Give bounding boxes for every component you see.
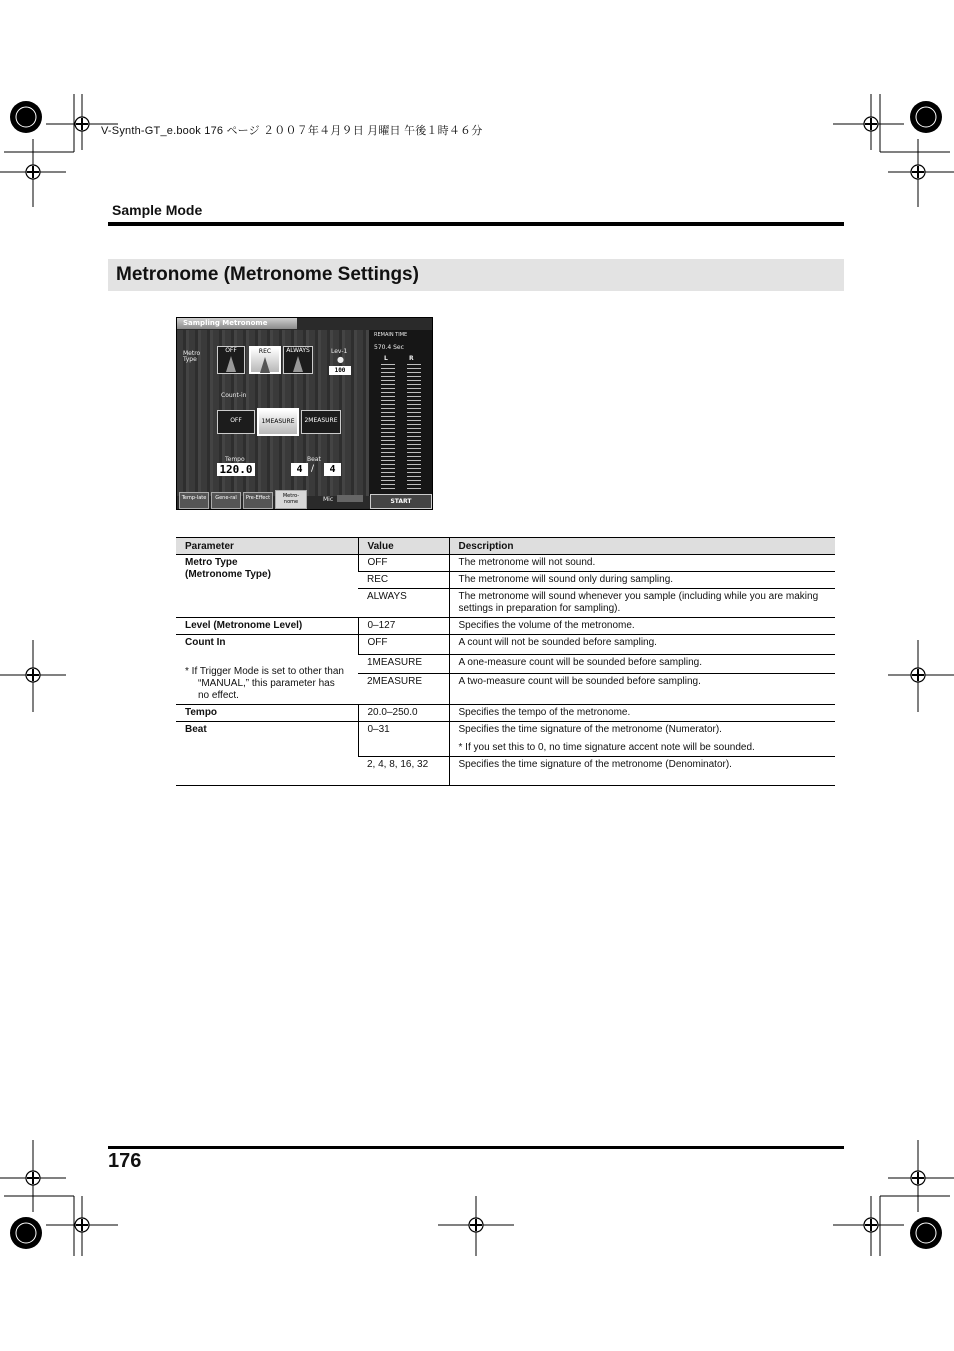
slash-icon: / xyxy=(311,464,315,474)
value-cell: REC xyxy=(358,572,449,589)
param-beat: Beat xyxy=(176,722,358,786)
param-name-full: (Metronome Type) xyxy=(185,569,271,580)
desc-cell: The metronome will sound only during sampling. xyxy=(449,572,835,589)
header-description: Description xyxy=(449,538,835,555)
desc-cell: The metronome will sound whenever you sample (including while you are making settings in preparation for sampling). xyxy=(449,589,835,618)
metro-type-label: Metro Type xyxy=(183,350,201,363)
file-header: V-Synth-GT_e.book 176 ページ ２００７年４月９日 月曜日 午後１時４６分 xyxy=(101,125,483,137)
type-off-label: OFF xyxy=(225,347,237,354)
type-rec-label: REC xyxy=(258,348,272,355)
param-count-in xyxy=(176,635,358,705)
header-rule xyxy=(108,222,844,226)
page-title: Metronome (Metronome Settings) xyxy=(116,264,419,285)
tab-general[interactable]: Gene-ral xyxy=(211,492,241,509)
type-always-button[interactable] xyxy=(283,346,313,374)
table-header-row xyxy=(176,538,835,555)
param-tempo: Tempo xyxy=(176,705,358,722)
table-row xyxy=(176,705,835,722)
remain-value: 570.4 Sec xyxy=(374,344,404,351)
header-value: Value xyxy=(358,538,449,555)
tempo-label: Tempo xyxy=(225,456,245,463)
desc-cell: A one-measure count will be sounded before sampling. xyxy=(449,654,835,674)
desc-note: * If you set this to 0, no time signature accent note will be sounded. xyxy=(458,742,755,753)
level-label: Lev-1 xyxy=(331,348,348,355)
meter-right-bar xyxy=(407,364,421,489)
desc-cell: Specifies the volume of the metronome. xyxy=(449,618,835,635)
knob-icon: ● xyxy=(337,355,344,364)
header-parameter: Parameter xyxy=(176,538,358,555)
param-name: Metro Type xyxy=(185,557,238,568)
type-off-button[interactable] xyxy=(217,346,245,374)
param-name: Count In xyxy=(185,637,226,648)
desc-cell: A two-measure count will be sounded before sampling. xyxy=(449,674,835,705)
type-rec-button[interactable] xyxy=(249,346,281,374)
metronome-icon xyxy=(260,357,270,373)
table-row xyxy=(176,555,835,572)
value-cell: OFF xyxy=(358,555,449,572)
desc-cell: Specifies the time signature of the metronome (Denominator). xyxy=(449,757,835,786)
count-in-1measure-button[interactable]: 1MEASURE xyxy=(257,408,299,436)
value-cell: 20.0–250.0 xyxy=(358,705,449,722)
value-cell: 2, 4, 8, 16, 32 xyxy=(358,757,449,786)
type-always-label: ALWAYS xyxy=(286,347,310,354)
value-cell: OFF xyxy=(358,635,449,655)
metronome-icon xyxy=(226,356,236,372)
level-value[interactable]: 100 xyxy=(329,366,351,375)
value-cell: 0–31 xyxy=(358,722,449,757)
footer-rule xyxy=(108,1146,844,1149)
tab-template[interactable]: Temp-late xyxy=(179,492,209,509)
metronome-icon xyxy=(293,356,303,372)
meter-right-label: R xyxy=(409,355,414,362)
count-in-off-button[interactable]: OFF xyxy=(217,410,255,434)
count-in-label: Count-in xyxy=(221,392,247,399)
title-band xyxy=(108,259,844,291)
section-label: Sample Mode xyxy=(112,202,203,218)
desc-cell xyxy=(449,722,835,757)
desc-cell: Specifies the tempo of the metronome. xyxy=(449,705,835,722)
param-level: Level (Metronome Level) xyxy=(176,618,358,635)
desc-text: Specifies the time signature of the metronome (Numerator). xyxy=(458,724,722,735)
value-cell: ALWAYS xyxy=(358,589,449,618)
meter-left-bar xyxy=(381,364,395,489)
tab-metronome[interactable]: Metro-nome xyxy=(275,490,307,509)
desc-cell: A count will not be sounded before sampling. xyxy=(449,635,835,655)
beat-label: Beat xyxy=(307,456,321,463)
beat-denominator[interactable]: 4 xyxy=(324,463,341,476)
device-screen xyxy=(176,317,433,510)
parameter-table xyxy=(176,537,835,786)
table-row xyxy=(176,635,835,655)
level-meter-panel xyxy=(369,330,433,496)
desc-cell: The metronome will not sound. xyxy=(449,555,835,572)
beat-numerator[interactable]: 4 xyxy=(291,463,308,476)
mic-label: Mic xyxy=(323,496,334,503)
screen-title: Sampling Metronome xyxy=(177,318,297,329)
page-number: 176 xyxy=(108,1150,142,1172)
count-in-2measure-button[interactable]: 2MEASURE xyxy=(301,410,341,434)
param-metro-type xyxy=(176,555,358,618)
table-row xyxy=(176,618,835,635)
table-row xyxy=(176,722,835,757)
meter-left-label: L xyxy=(384,355,388,362)
value-cell: 0–127 xyxy=(358,618,449,635)
value-cell: 1MEASURE xyxy=(358,654,449,674)
param-note: * If Trigger Mode is set to other than “MANUAL,” this parameter has no effect. xyxy=(185,666,344,701)
tab-pre-effect[interactable]: Pre-Effect xyxy=(243,492,273,509)
value-cell: 2MEASURE xyxy=(358,674,449,705)
mic-level-bar xyxy=(337,495,363,502)
tempo-value[interactable]: 120.0 xyxy=(217,463,255,476)
remain-label: REMAIN TIME xyxy=(374,332,408,338)
start-button[interactable]: START xyxy=(370,494,432,509)
